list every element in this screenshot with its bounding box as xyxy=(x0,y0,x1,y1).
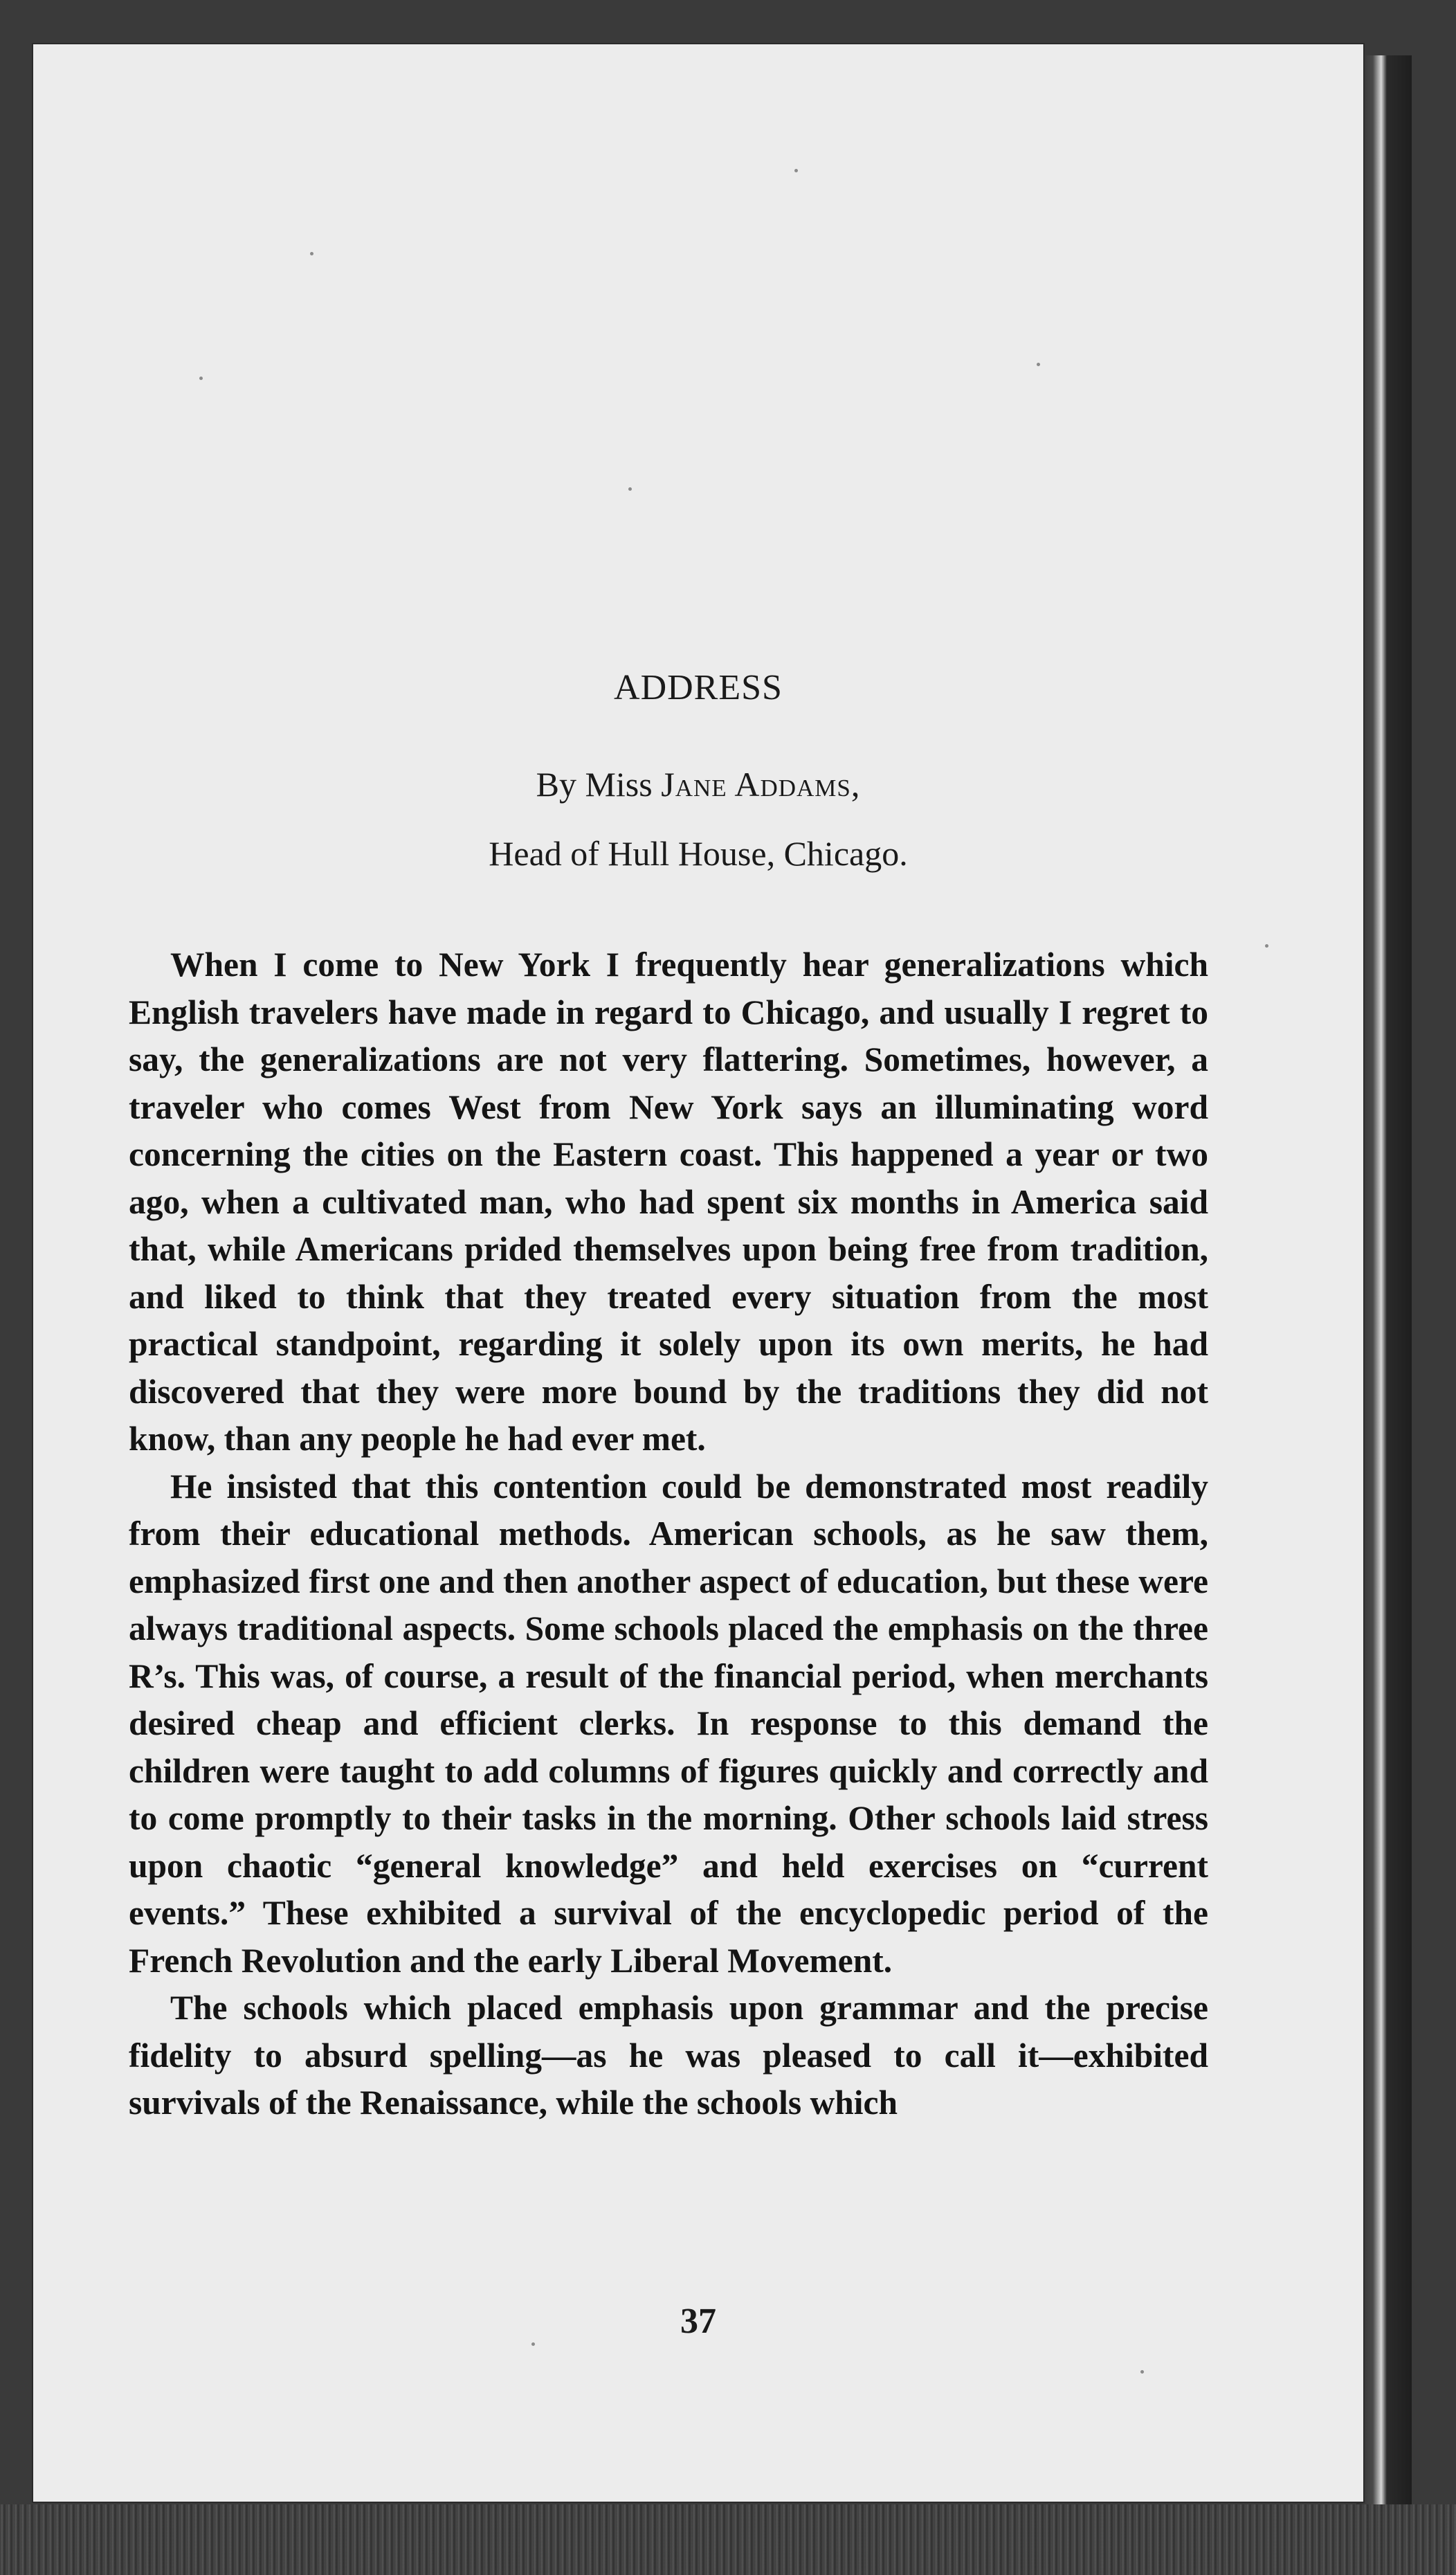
print-speck xyxy=(310,252,313,255)
scanned-page xyxy=(33,44,1363,2502)
paragraph: When I come to New York I frequently hear generalizations which English travelers have made in regard to Chicago, and usually I regret to say, the generalizations are not very flattering. Sometimes, however, a traveler who comes West from New York says an illuminating word concerning the cities on the Eastern coast. This happened a year or two ago, when a cultivated man, who had spent six months in America said that, while Americans prided themselves upon being free from tradition, and liked to think that they treated every situation from the most practical standpoint, regarding it solely upon its own merits, he had discovered that they were more bound by the traditions they did not know, than any people he had ever met. xyxy=(129,946,1208,1458)
print-speck xyxy=(531,2342,535,2346)
print-speck xyxy=(794,169,798,172)
paragraph: The schools which placed emphasis upon grammar and the precise fidelity to absurd spelling—as he was pleased to call it—exhibited survivals of the Renaissance, while the schools which xyxy=(129,1989,1208,2122)
print-speck xyxy=(628,487,632,491)
address-body xyxy=(129,941,1208,2127)
scan-bottom-border xyxy=(0,2504,1456,2575)
print-speck xyxy=(1140,2370,1144,2374)
print-speck xyxy=(199,377,203,380)
address-heading: ADDRESS xyxy=(614,668,783,707)
book-spine-edge xyxy=(1356,55,1412,2533)
print-speck xyxy=(1037,363,1040,366)
print-speck xyxy=(1265,944,1268,948)
paragraph: He insisted that this contention could be demonstrated most readily from their educational methods. American schools, as he saw them, emphasized first one and then another aspect of education, but these were always traditional aspects. Some schools placed the emphasis on the three R’s. This was, of course, a result of the financial period, when merchants desired cheap and efficient clerks. In response to this demand the children were taught to add columns of figures quickly and correctly and to come promptly to their tasks in the morning. Other schools laid stress upon chaotic “general knowledge” and held exercises on “current events.” These exhibited a survival of the encyclopedic period of the French Revolution and the early Liberal Movement. xyxy=(129,1467,1208,1980)
author-name: Jane Addams, xyxy=(661,765,861,804)
byline-prefix: By Miss xyxy=(536,765,653,804)
author-affiliation: Head of Hull House, Chicago. xyxy=(489,834,908,873)
byline xyxy=(33,764,1363,804)
page-number: 37 xyxy=(680,2302,716,2341)
